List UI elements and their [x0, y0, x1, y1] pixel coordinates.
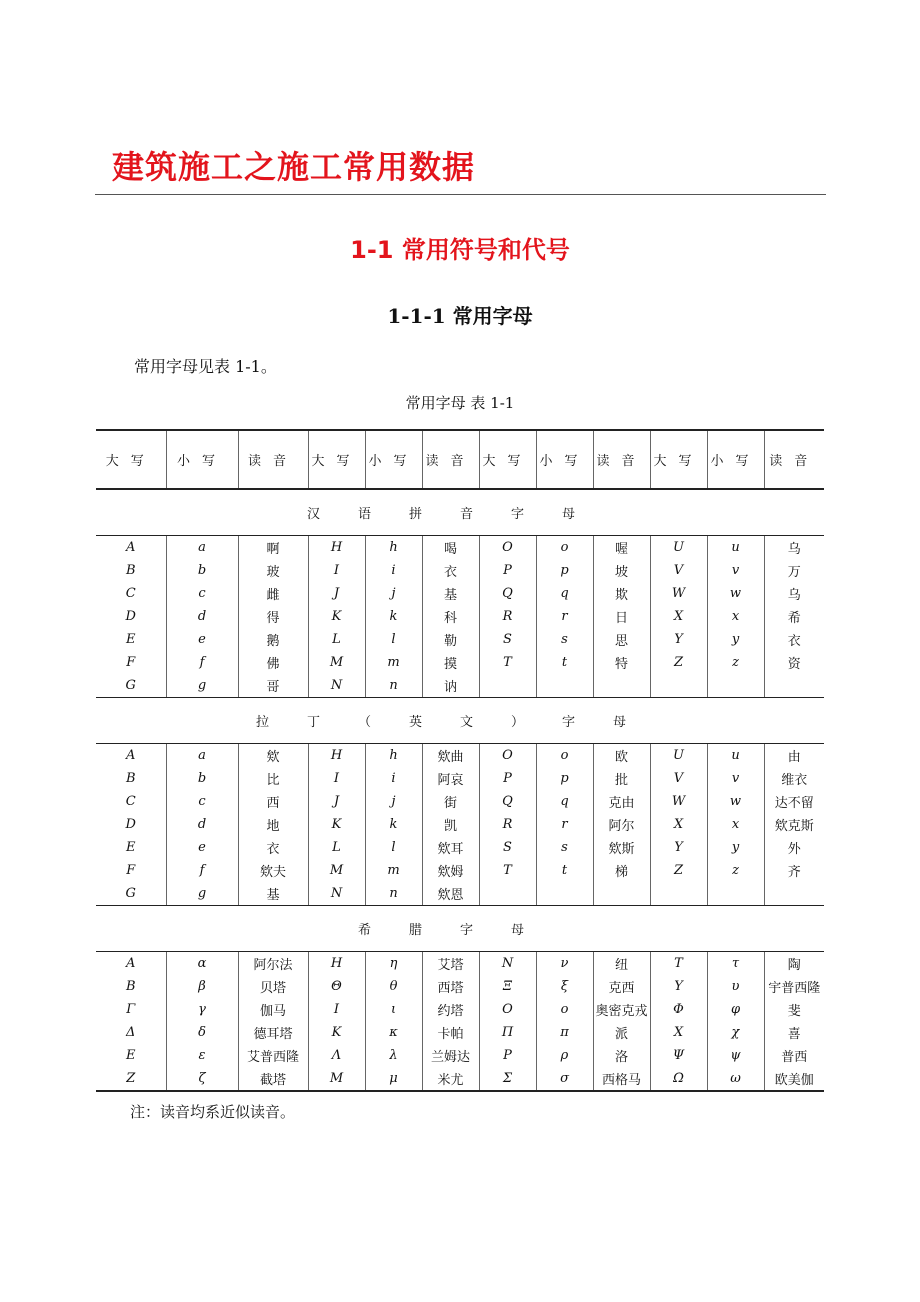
- pronunciation-cell: 基: [238, 882, 308, 906]
- table-row: [96, 628, 824, 651]
- column-header: 小写: [166, 430, 238, 489]
- pronunciation-cell: 艾普西隆: [238, 1044, 308, 1067]
- pronunciation-cell: 欸克斯: [764, 813, 824, 836]
- uppercase-cell: R: [479, 605, 536, 628]
- pronunciation-cell: 达不留: [764, 790, 824, 813]
- lowercase-cell: h: [365, 744, 422, 768]
- pronunciation-cell: 欸曲: [422, 744, 479, 768]
- column-header: 小写: [536, 430, 593, 489]
- uppercase-cell: Y: [650, 836, 707, 859]
- pronunciation-cell: 西塔: [422, 975, 479, 998]
- lowercase-cell: o: [536, 536, 593, 560]
- uppercase-cell: V: [650, 559, 707, 582]
- lowercase-cell: θ: [365, 975, 422, 998]
- column-header: 大写: [308, 430, 365, 489]
- lowercase-cell: z: [707, 651, 764, 674]
- table-row: [96, 813, 824, 836]
- lowercase-cell: f: [166, 859, 238, 882]
- uppercase-cell: B: [125, 979, 136, 994]
- lowercase-cell: λ: [365, 1044, 422, 1067]
- pronunciation-cell: 希: [764, 605, 824, 628]
- table-row: [96, 882, 824, 906]
- uppercase-cell: P: [479, 559, 536, 582]
- uppercase-cell: K: [308, 605, 365, 628]
- table-caption: 常用字母 表 1-1: [405, 394, 515, 412]
- pronunciation-cell: 讷: [422, 674, 479, 698]
- pronunciation-cell: 欸: [238, 744, 308, 768]
- uppercase-cell: Y: [650, 628, 707, 651]
- table-row: [96, 605, 824, 628]
- pronunciation-cell: [593, 882, 650, 906]
- uppercase-cell: H: [308, 744, 365, 768]
- pronunciation-cell: 乌: [764, 536, 824, 560]
- uppercase-cell: Φ: [650, 998, 707, 1021]
- lowercase-cell: m: [365, 859, 422, 882]
- lowercase-cell: ο: [536, 998, 593, 1021]
- pronunciation-cell: 基: [422, 582, 479, 605]
- lowercase-cell: g: [166, 882, 238, 906]
- lowercase-cell: j: [365, 582, 422, 605]
- table-row: [96, 559, 824, 582]
- lowercase-cell: w: [707, 582, 764, 605]
- pronunciation-cell: 得: [238, 605, 308, 628]
- lowercase-cell: k: [365, 813, 422, 836]
- footnote: 注：读音均系近似读音。: [130, 1103, 296, 1121]
- uppercase-cell: [650, 674, 707, 698]
- uppercase-cell: F: [126, 863, 136, 878]
- lowercase-cell: e: [166, 628, 238, 651]
- table-row: [96, 998, 824, 1021]
- uppercase-cell: C: [125, 794, 136, 809]
- lowercase-cell: ξ: [536, 975, 593, 998]
- uppercase-cell: L: [308, 836, 365, 859]
- lowercase-cell: χ: [707, 1021, 764, 1044]
- pronunciation-cell: 米尤: [422, 1067, 479, 1091]
- pronunciation-cell: 地: [238, 813, 308, 836]
- lowercase-cell: ε: [166, 1044, 238, 1067]
- column-header: 小写: [365, 430, 422, 489]
- pronunciation-cell: 喜: [764, 1021, 824, 1044]
- uppercase-cell: Q: [479, 582, 536, 605]
- lowercase-cell: [707, 882, 764, 906]
- uppercase-cell: S: [479, 836, 536, 859]
- uppercase-cell: I: [308, 559, 365, 582]
- uppercase-cell: E: [126, 632, 136, 647]
- uppercase-cell: B: [125, 771, 136, 786]
- column-header: 小写: [707, 430, 764, 489]
- pronunciation-cell: 阿尔: [593, 813, 650, 836]
- lowercase-cell: ν: [536, 952, 593, 976]
- pronunciation-cell: 衣: [422, 559, 479, 582]
- uppercase-cell: Z: [650, 859, 707, 882]
- lowercase-cell: r: [536, 813, 593, 836]
- lowercase-cell: [536, 882, 593, 906]
- lowercase-cell: ζ: [166, 1067, 238, 1091]
- pronunciation-cell: 纽: [593, 952, 650, 976]
- lowercase-cell: c: [166, 790, 238, 813]
- section-row: [96, 489, 824, 536]
- uppercase-cell: F: [126, 655, 136, 670]
- column-header: 读音: [238, 430, 308, 489]
- pronunciation-cell: 街: [422, 790, 479, 813]
- uppercase-cell: Z: [96, 1067, 166, 1091]
- uppercase-cell: O: [479, 536, 536, 560]
- lowercase-cell: ι: [365, 998, 422, 1021]
- lowercase-cell: q: [536, 582, 593, 605]
- uppercase-cell: T: [479, 651, 536, 674]
- uppercase-cell: J: [308, 582, 365, 605]
- column-header: 大写: [96, 430, 166, 489]
- lowercase-cell: ψ: [707, 1044, 764, 1067]
- lowercase-cell: w: [707, 790, 764, 813]
- pronunciation-cell: 奥密克戎: [593, 998, 650, 1021]
- table-row: [96, 744, 824, 768]
- uppercase-cell: H: [308, 952, 365, 976]
- pronunciation-cell: 德耳塔: [238, 1021, 308, 1044]
- pronunciation-cell: 思: [593, 628, 650, 651]
- uppercase-cell: I: [308, 998, 365, 1021]
- lowercase-cell: τ: [707, 952, 764, 976]
- pronunciation-cell: 哥: [238, 674, 308, 698]
- lowercase-cell: s: [536, 628, 593, 651]
- lowercase-cell: n: [365, 674, 422, 698]
- pronunciation-cell: 喔: [593, 536, 650, 560]
- pronunciation-cell: 批: [593, 767, 650, 790]
- uppercase-cell: N: [308, 674, 365, 698]
- column-header: 读音: [422, 430, 479, 489]
- pronunciation-cell: 玻: [238, 559, 308, 582]
- uppercase-cell: L: [308, 628, 365, 651]
- pronunciation-cell: [593, 674, 650, 698]
- pronunciation-cell: 凯: [422, 813, 479, 836]
- pronunciation-cell: 阿哀: [422, 767, 479, 790]
- lowercase-cell: u: [707, 536, 764, 560]
- pronunciation-cell: 衣: [238, 836, 308, 859]
- lowercase-cell: s: [536, 836, 593, 859]
- pronunciation-cell: 欸耳: [422, 836, 479, 859]
- lowercase-cell: f: [166, 651, 238, 674]
- section-title: 希腊字母: [96, 906, 824, 952]
- pronunciation-cell: 特: [593, 651, 650, 674]
- lowercase-cell: o: [536, 744, 593, 768]
- lowercase-cell: [536, 674, 593, 698]
- uppercase-cell: S: [479, 628, 536, 651]
- uppercase-cell: B: [125, 563, 136, 578]
- lowercase-cell: [707, 674, 764, 698]
- lowercase-cell: a: [166, 536, 238, 560]
- pronunciation-cell: 斐: [764, 998, 824, 1021]
- lowercase-cell: y: [707, 836, 764, 859]
- pronunciation-cell: 宇普西隆: [764, 975, 824, 998]
- uppercase-cell: W: [650, 582, 707, 605]
- lowercase-cell: l: [365, 628, 422, 651]
- uppercase-cell: Π: [479, 1021, 536, 1044]
- uppercase-cell: K: [308, 813, 365, 836]
- uppercase-cell: Ψ: [650, 1044, 707, 1067]
- pronunciation-cell: 普西: [764, 1044, 824, 1067]
- uppercase-cell: P: [479, 767, 536, 790]
- section-row: [96, 698, 824, 744]
- lowercase-cell: κ: [365, 1021, 422, 1044]
- uppercase-cell: E: [126, 840, 136, 855]
- pronunciation-cell: 兰姆达: [422, 1044, 479, 1067]
- lowercase-cell: n: [365, 882, 422, 906]
- lowercase-cell: μ: [365, 1067, 422, 1091]
- pronunciation-cell: 阿尔法: [238, 952, 308, 976]
- pronunciation-cell: 洛: [593, 1044, 650, 1067]
- pronunciation-cell: 外: [764, 836, 824, 859]
- lowercase-cell: d: [166, 605, 238, 628]
- uppercase-cell: N: [479, 952, 536, 976]
- uppercase-cell: Q: [479, 790, 536, 813]
- pronunciation-cell: 欸恩: [422, 882, 479, 906]
- alphabet-table: [96, 429, 824, 1092]
- pronunciation-cell: 喝: [422, 536, 479, 560]
- lowercase-cell: υ: [707, 975, 764, 998]
- pronunciation-cell: 派: [593, 1021, 650, 1044]
- table-row: [96, 536, 824, 560]
- lowercase-cell: t: [536, 859, 593, 882]
- pronunciation-cell: 啊: [238, 536, 308, 560]
- lowercase-cell: p: [536, 559, 593, 582]
- lowercase-cell: b: [166, 767, 238, 790]
- lowercase-cell: π: [536, 1021, 593, 1044]
- lowercase-cell: g: [166, 674, 238, 698]
- title-divider: [95, 194, 826, 195]
- uppercase-cell: K: [308, 1021, 365, 1044]
- uppercase-cell: T: [479, 859, 536, 882]
- section-title: 汉语拼音字母: [96, 489, 824, 536]
- lowercase-cell: v: [707, 767, 764, 790]
- pronunciation-cell: 克西: [593, 975, 650, 998]
- uppercase-cell: R: [479, 813, 536, 836]
- subsection-heading: 1-1-1 常用字母: [387, 304, 533, 328]
- uppercase-cell: X: [650, 605, 707, 628]
- uppercase-cell: D: [125, 817, 136, 832]
- uppercase-cell: Υ: [650, 975, 707, 998]
- uppercase-cell: D: [125, 609, 136, 624]
- lowercase-cell: x: [707, 813, 764, 836]
- pronunciation-cell: 欧美伽: [764, 1067, 824, 1091]
- uppercase-cell: Σ: [479, 1067, 536, 1091]
- uppercase-cell: Θ: [308, 975, 365, 998]
- uppercase-cell: O: [479, 744, 536, 768]
- uppercase-cell: Λ: [308, 1044, 365, 1067]
- lowercase-cell: σ: [536, 1067, 593, 1091]
- uppercase-cell: U: [650, 536, 707, 560]
- lowercase-cell: c: [166, 582, 238, 605]
- uppercase-cell: X: [650, 813, 707, 836]
- table-row: [96, 1021, 824, 1044]
- pronunciation-cell: 约塔: [422, 998, 479, 1021]
- lowercase-cell: η: [365, 952, 422, 976]
- document-title: 建筑施工之施工常用数据: [112, 148, 476, 186]
- pronunciation-cell: 截塔: [238, 1067, 308, 1091]
- uppercase-cell: M: [308, 651, 365, 674]
- lowercase-cell: u: [707, 744, 764, 768]
- pronunciation-cell: 欸斯: [593, 836, 650, 859]
- pronunciation-cell: 日: [593, 605, 650, 628]
- pronunciation-cell: 比: [238, 767, 308, 790]
- column-header: 读音: [593, 430, 650, 489]
- table-row: [96, 836, 824, 859]
- pronunciation-cell: 陶: [764, 952, 824, 976]
- lowercase-cell: t: [536, 651, 593, 674]
- pronunciation-cell: 欧: [593, 744, 650, 768]
- pronunciation-cell: 西: [238, 790, 308, 813]
- table-row: [96, 1067, 824, 1091]
- table-row: [96, 790, 824, 813]
- lowercase-cell: ρ: [536, 1044, 593, 1067]
- uppercase-cell: C: [125, 586, 136, 601]
- pronunciation-cell: 鹅: [238, 628, 308, 651]
- pronunciation-cell: 坡: [593, 559, 650, 582]
- pronunciation-cell: 万: [764, 559, 824, 582]
- pronunciation-cell: 雌: [238, 582, 308, 605]
- section-row: [96, 906, 824, 952]
- uppercase-cell: G: [96, 674, 166, 698]
- pronunciation-cell: 艾塔: [422, 952, 479, 976]
- lowercase-cell: φ: [707, 998, 764, 1021]
- pronunciation-cell: 贝塔: [238, 975, 308, 998]
- pronunciation-cell: 乌: [764, 582, 824, 605]
- uppercase-cell: [479, 674, 536, 698]
- section-heading: 1-1 常用符号和代号: [350, 236, 570, 264]
- uppercase-cell: X: [650, 1021, 707, 1044]
- uppercase-cell: J: [308, 790, 365, 813]
- pronunciation-cell: 勒: [422, 628, 479, 651]
- uppercase-cell: T: [650, 952, 707, 976]
- lowercase-cell: v: [707, 559, 764, 582]
- uppercase-cell: I: [308, 767, 365, 790]
- uppercase-cell: P: [479, 1044, 536, 1067]
- pronunciation-cell: 摸: [422, 651, 479, 674]
- uppercase-cell: M: [308, 859, 365, 882]
- lowercase-cell: d: [166, 813, 238, 836]
- lowercase-cell: j: [365, 790, 422, 813]
- uppercase-cell: E: [126, 1048, 136, 1063]
- lowercase-cell: h: [365, 536, 422, 560]
- pronunciation-cell: 齐: [764, 859, 824, 882]
- table-row: [96, 1044, 824, 1067]
- uppercase-cell: O: [479, 998, 536, 1021]
- pronunciation-cell: 克由: [593, 790, 650, 813]
- uppercase-cell: G: [96, 882, 166, 906]
- table-row: [96, 674, 824, 698]
- lowercase-cell: δ: [166, 1021, 238, 1044]
- lowercase-cell: k: [365, 605, 422, 628]
- uppercase-cell: [650, 882, 707, 906]
- lowercase-cell: z: [707, 859, 764, 882]
- column-header: 大写: [650, 430, 707, 489]
- uppercase-cell: N: [308, 882, 365, 906]
- uppercase-cell: V: [650, 767, 707, 790]
- uppercase-cell: M: [308, 1067, 365, 1091]
- lowercase-cell: q: [536, 790, 593, 813]
- column-header: 读音: [764, 430, 824, 489]
- uppercase-cell: Ξ: [479, 975, 536, 998]
- uppercase-cell: H: [308, 536, 365, 560]
- uppercase-cell: Δ: [126, 1025, 136, 1040]
- lowercase-cell: b: [166, 559, 238, 582]
- uppercase-cell: Γ: [126, 1002, 136, 1017]
- table-row: [96, 582, 824, 605]
- lowercase-cell: i: [365, 559, 422, 582]
- lowercase-cell: ω: [707, 1067, 764, 1091]
- lowercase-cell: β: [166, 975, 238, 998]
- table-header-row: [96, 430, 824, 489]
- uppercase-cell: A: [126, 540, 136, 555]
- uppercase-cell: Ω: [650, 1067, 707, 1091]
- lowercase-cell: a: [166, 744, 238, 768]
- lowercase-cell: m: [365, 651, 422, 674]
- pronunciation-cell: 欺: [593, 582, 650, 605]
- uppercase-cell: Z: [650, 651, 707, 674]
- pronunciation-cell: 卡帕: [422, 1021, 479, 1044]
- uppercase-cell: W: [650, 790, 707, 813]
- table-row: [96, 651, 824, 674]
- pronunciation-cell: 欸夫: [238, 859, 308, 882]
- lowercase-cell: x: [707, 605, 764, 628]
- uppercase-cell: [479, 882, 536, 906]
- pronunciation-cell: [764, 674, 824, 698]
- lowercase-cell: i: [365, 767, 422, 790]
- uppercase-cell: U: [650, 744, 707, 768]
- lowercase-cell: l: [365, 836, 422, 859]
- pronunciation-cell: [764, 882, 824, 906]
- lowercase-cell: γ: [166, 998, 238, 1021]
- pronunciation-cell: 佛: [238, 651, 308, 674]
- pronunciation-cell: 维衣: [764, 767, 824, 790]
- table-row: [96, 859, 824, 882]
- pronunciation-cell: 由: [764, 744, 824, 768]
- pronunciation-cell: 衣: [764, 628, 824, 651]
- lowercase-cell: α: [166, 952, 238, 976]
- intro-text: 常用字母见表 1-1。: [134, 357, 277, 376]
- table-row: [96, 952, 824, 976]
- lowercase-cell: p: [536, 767, 593, 790]
- pronunciation-cell: 科: [422, 605, 479, 628]
- uppercase-cell: A: [126, 748, 136, 763]
- lowercase-cell: y: [707, 628, 764, 651]
- lowercase-cell: r: [536, 605, 593, 628]
- pronunciation-cell: 资: [764, 651, 824, 674]
- pronunciation-cell: 西格马: [593, 1067, 650, 1091]
- uppercase-cell: A: [126, 956, 136, 971]
- table-row: [96, 975, 824, 998]
- pronunciation-cell: 伽马: [238, 998, 308, 1021]
- pronunciation-cell: 梯: [593, 859, 650, 882]
- table-row: [96, 767, 824, 790]
- lowercase-cell: e: [166, 836, 238, 859]
- section-title: 拉丁（英文）字母: [96, 698, 824, 744]
- column-header: 大写: [479, 430, 536, 489]
- pronunciation-cell: 欸姆: [422, 859, 479, 882]
